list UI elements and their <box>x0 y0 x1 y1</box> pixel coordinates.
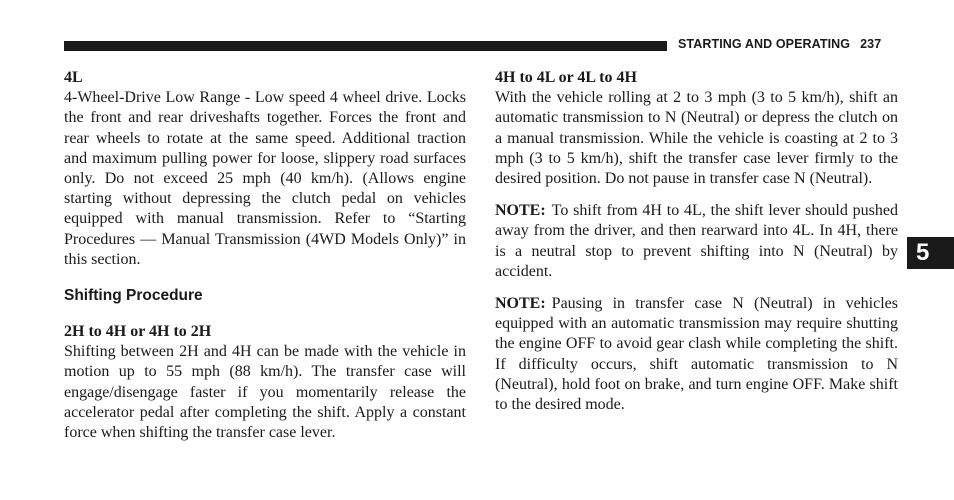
note-1-paragraph <box>495 201 898 282</box>
mode-4l-paragraph: 4-Wheel-Drive Low Range - Low speed 4 wheel drive. Locks the front and rear driveshafts together. Forces the front and rear wheels to rotate at the same speed. Additional traction and maximum pulling power for loose, slippery road surfaces only. Do not exceed 25 mph (40 km/h). (Allows engine starting without depressing the clutch pedal on vehicles equipped with manual transmission. Refer to “Starting Procedures — Manual Transmission (4WD Models Only)” in this section. <box>64 89 466 268</box>
mode-4l-title: 4L <box>64 69 83 86</box>
note-1-label: NOTE: <box>495 202 546 220</box>
left-column <box>64 68 466 443</box>
running-header <box>678 37 881 51</box>
section-title: STARTING AND OPERATING <box>678 37 851 51</box>
shift-2h-4h-paragraph: Shifting between 2H and 4H can be made with the vehicle in motion up to 55 mph (88 km/h). The transfer case will engage/disengage faster if you momentarily release the accelerator pedal after completing the shift. Apply a constant force when shifting the transfer case lever. <box>64 343 466 442</box>
note-1-text: To shift from 4H to 4L, the shift lever should pushed away from the driver, and then rearward into 4L. In 4H, there is a neutral stop to prevent shifting into N (Neutral) by accident. <box>495 202 898 280</box>
shift-2h-4h-title: 2H to 4H or 4H to 2H <box>64 323 212 341</box>
shift-4h-4l-title: 4H to 4L or 4L to 4H <box>495 69 637 86</box>
page-number: 237 <box>860 37 882 51</box>
note-2-label: NOTE: <box>495 295 546 313</box>
shift-4h-4l-paragraph: With the vehicle rolling at 2 to 3 mph (3 to 5 km/h), shift an automatic transmission to N (Neutral) or depress the clutch on a manual transmission. While the vehicle is coasting at 2 to 3 mph (3 to 5 km/h), shift the transfer case lever firmly to the desired position. Do not pause in transfer case N (Neutral). <box>495 89 898 188</box>
header-rule <box>64 41 667 51</box>
shifting-procedure-heading: Shifting Procedure <box>64 287 203 305</box>
chapter-tab: 5 <box>907 237 954 269</box>
right-column <box>495 68 898 415</box>
note-2-paragraph <box>495 294 898 415</box>
note-2-text: Pausing in transfer case N (Neutral) in vehicles equipped with an automatic transmission may require shutting the engine OFF to avoid gear clash while completing the shift. If difficulty occurs, shift automatic transmission to N (Neutral), hold foot on brake, and turn engine OFF. Make shift to the desired mode. <box>495 295 898 414</box>
